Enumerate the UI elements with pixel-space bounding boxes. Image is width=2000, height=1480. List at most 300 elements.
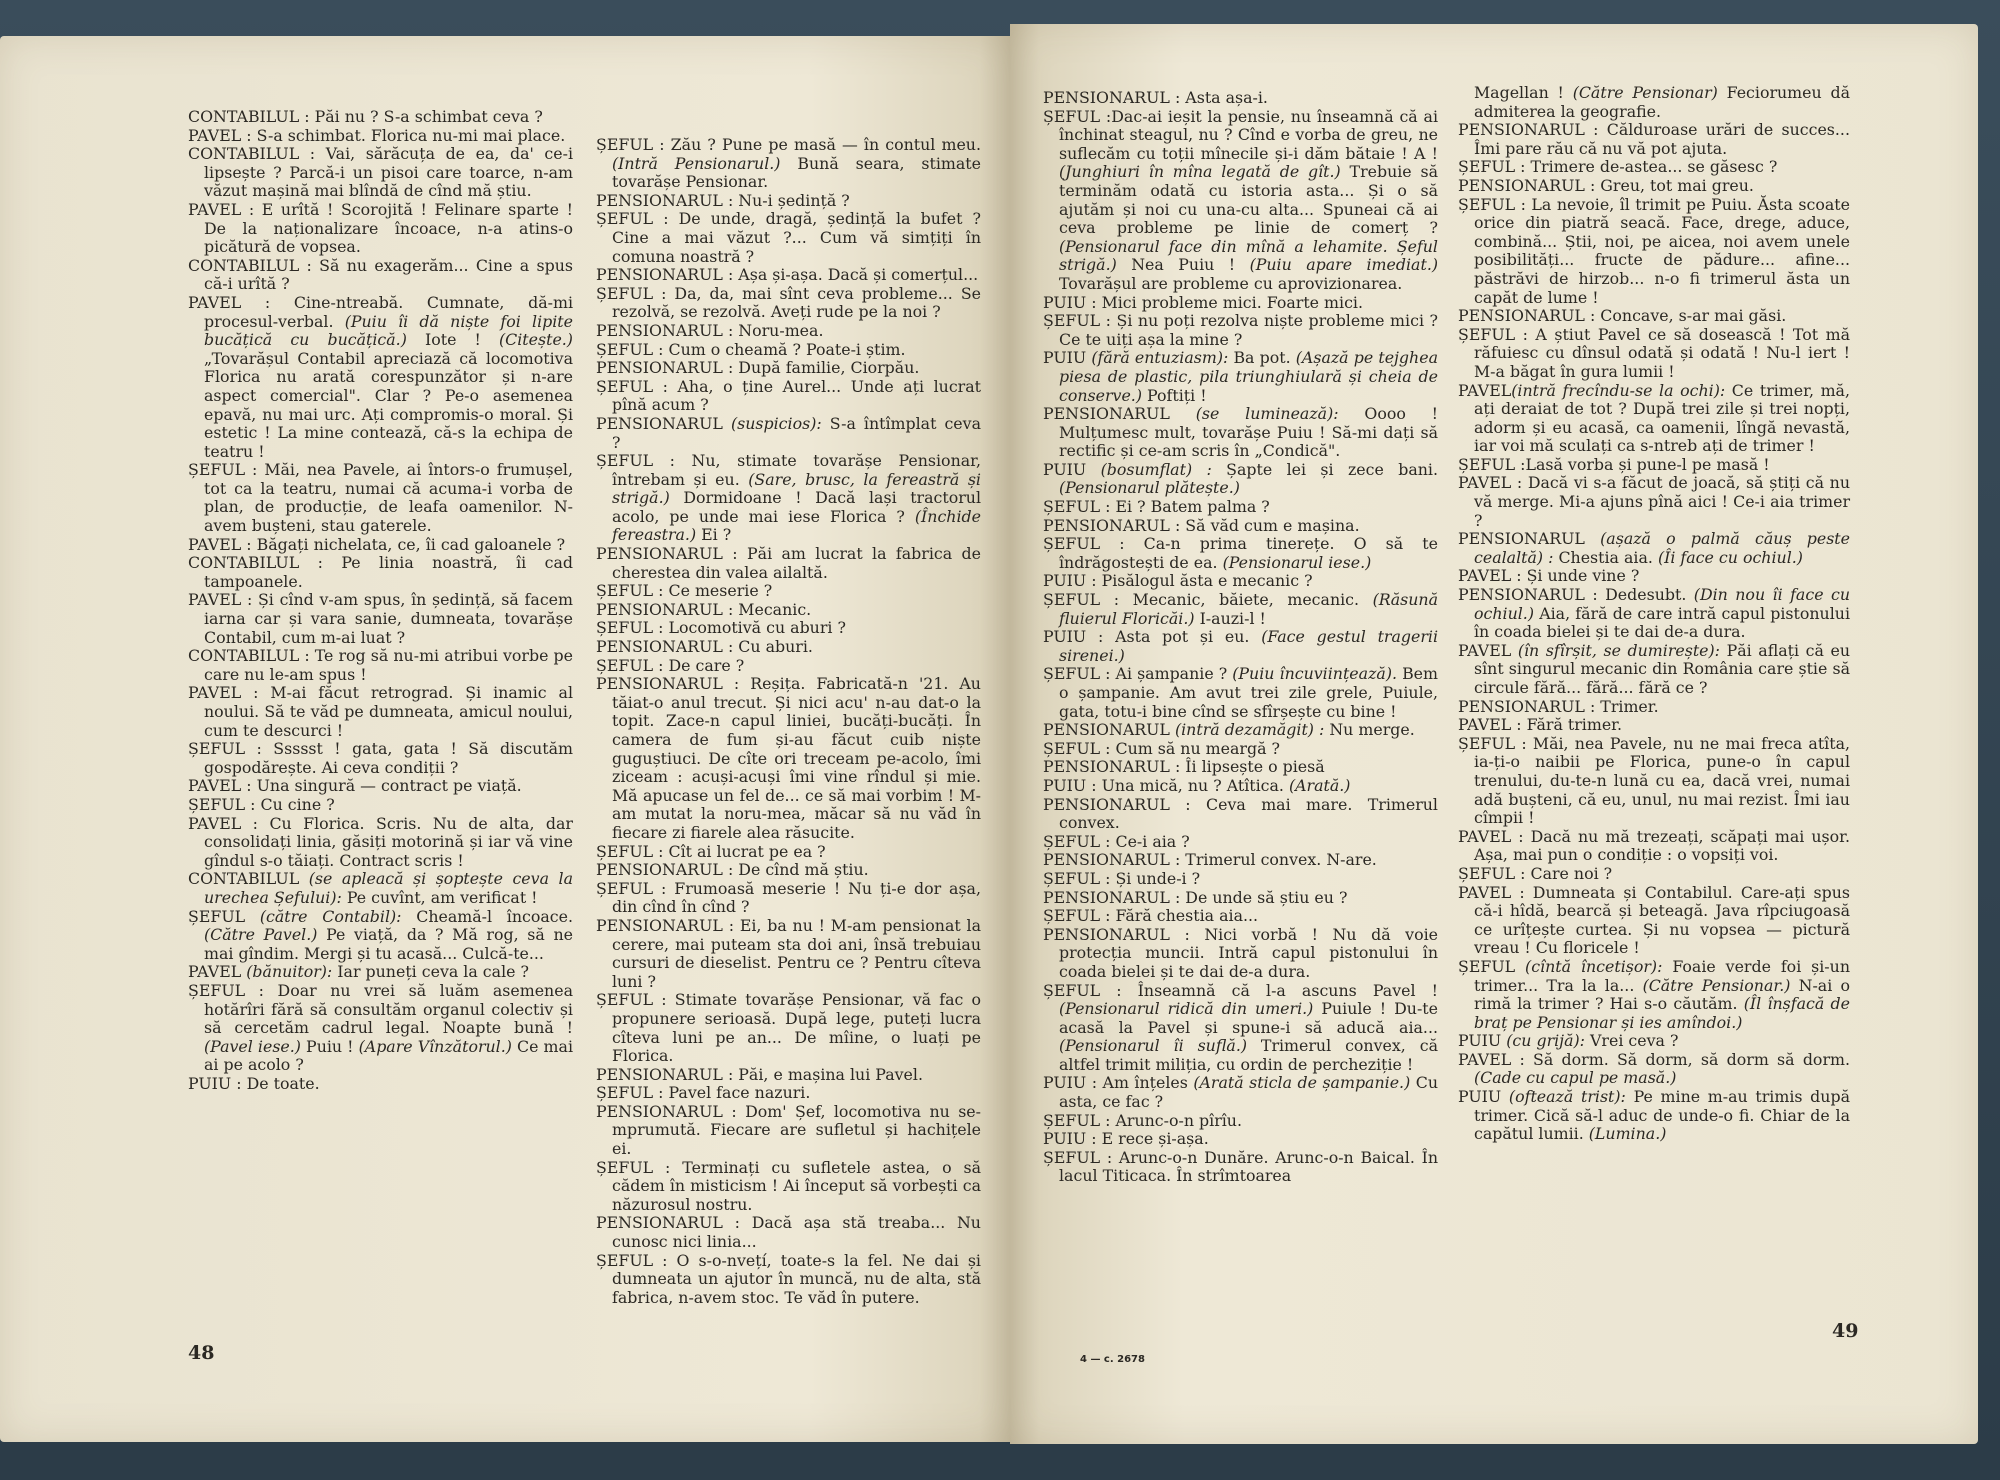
line-text: Cu cine ? bbox=[255, 794, 335, 814]
speaker-name: PAVEL : bbox=[1458, 826, 1524, 846]
dialogue-line bbox=[188, 796, 573, 815]
speaker-name: ȘEFUL : bbox=[188, 460, 258, 480]
speaker-name: CONTABILUL : bbox=[188, 646, 310, 666]
speaker-name: PENSIONARUL : bbox=[1043, 924, 1190, 944]
dialogue-line bbox=[1458, 586, 1850, 642]
line-text: Reșița. Fabricată-n '21. Au tăiat-o anul trecut. Și nici acu' n-au dat-o la topit. Zace-n capul liniei, bucăți-bucăți. În camera de fum și-au făcut cuib niște guguștiuci. De cîte ori treceam pe-acolo, îmi ziceam : acuși-acuși îmi vine rîndul și mie. Mă apucase un fel de... ce să mai vorbim ! M-am mutat la noru-mea, măcar să nu văd în fiecare zi fiarele alea răsucite. bbox=[612, 674, 981, 842]
speaker-name: PUIU bbox=[1043, 459, 1087, 479]
dialogue-line bbox=[188, 1075, 573, 1094]
dialogue-line bbox=[1458, 1032, 1850, 1051]
line-text: Trimerul convex, că altfel trimit miliția, cu ordin de percheziție ! bbox=[1059, 1036, 1438, 1074]
dialogue-line bbox=[188, 554, 573, 591]
speaker-name: PENSIONARUL : bbox=[596, 915, 735, 935]
dialogue-line bbox=[1043, 665, 1438, 721]
speaker-name: PENSIONARUL : bbox=[1043, 757, 1181, 777]
stage-direction: (bosumflat) : bbox=[1100, 459, 1212, 479]
line-text: M-ai făcut retrograd. Și inamic al noului. Să te văd pe dumneata, amicul noului, cum te descurci ! bbox=[204, 683, 574, 740]
dialogue-line bbox=[1043, 870, 1438, 889]
dialogue-line bbox=[188, 815, 573, 871]
dialogue-line bbox=[188, 908, 573, 964]
dialogue-line bbox=[1043, 108, 1438, 294]
speaker-name: ȘEFUL : bbox=[1458, 454, 1526, 474]
speaker-name: PAVEL bbox=[1458, 640, 1512, 660]
line-text: Cu Florica. Scris. Nu de alta, dar consolidați linia, găsiți motorină și iar vă vine gîndul s-o tăiați. Contract scris ! bbox=[204, 813, 573, 870]
line-text: Pisălogul ăsta e mecanic ? bbox=[1096, 571, 1313, 591]
stage-direction: (Îl înșfacă de braț pe Pensionar și ies amîndoi.) bbox=[1474, 994, 1850, 1032]
line-text: Păi nu ? S-a schimbat ceva ? bbox=[309, 107, 543, 126]
line-text: S-a schimbat. Florica nu-mi mai place. bbox=[251, 125, 566, 145]
speaker-name: ȘEFUL : bbox=[1043, 906, 1111, 926]
dialogue-line bbox=[1043, 1149, 1438, 1186]
speaker-name: PUIU : bbox=[1043, 1129, 1097, 1149]
line-text: Asta pot și eu. bbox=[1103, 627, 1262, 647]
line-text: Nu merge. bbox=[1324, 720, 1415, 740]
line-text bbox=[1585, 529, 1600, 548]
line-text: Dacă nu mă trezeați, scăpați mai ușor. Așa, mai pun o condiție : o vopsiți voi. bbox=[1474, 826, 1850, 865]
dialogue-line bbox=[596, 917, 981, 991]
speaker-name: PENSIONARUL : bbox=[1458, 585, 1598, 605]
dialogue-line bbox=[1043, 461, 1438, 498]
speaker-name: ȘEFUL : bbox=[596, 376, 668, 396]
speaker-name: ȘEFUL bbox=[1458, 956, 1516, 976]
speaker-name: PAVEL bbox=[1458, 380, 1512, 400]
stage-direction: (se luminează): bbox=[1195, 404, 1339, 424]
line-text: Ei, ba nu ! M-am pensionat la cerere, mai puteam sta doi ani, însă trebuiau cursuri de dieselist. Pentru ce ? Pentru cîteva luni ? bbox=[612, 915, 981, 991]
speaker-name: ȘEFUL : bbox=[1043, 664, 1111, 684]
line-text: Frumoasă meserie ! Nu ți-e dor așa, din cînd în cînd ? bbox=[612, 878, 981, 917]
line-text: Să dorm. Să dorm, să dorm să dorm. bbox=[1524, 1049, 1850, 1069]
line-text: Ce meserie ? bbox=[663, 581, 773, 601]
speaker-name: PAVEL : bbox=[188, 534, 252, 554]
speaker-name: ȘEFUL : bbox=[1043, 497, 1111, 517]
line-text: Dac-ai ieșit la pensie, nu înseamnă că ai închinat steagul, nu ? Cînd e vorba de greu, ne suflecăm cu toții mînecile și-i dăm bătaie ! A ! bbox=[1059, 106, 1438, 163]
speaker-name: PENSIONARUL : bbox=[1458, 696, 1596, 716]
line-text bbox=[1086, 460, 1100, 479]
line-text: Îi lipsește o piesă bbox=[1180, 757, 1325, 777]
stage-direction: (bănuitor): bbox=[246, 962, 333, 982]
speaker-name: PENSIONARUL : bbox=[1043, 887, 1181, 907]
line-text: Magellan ! bbox=[1474, 83, 1573, 102]
line-text: Dedesubt. bbox=[1597, 585, 1694, 605]
stage-direction: (Din nou îi face cu ochiul.) bbox=[1474, 585, 1850, 623]
speaker-name: ȘEFUL : bbox=[596, 451, 675, 471]
dialogue-line bbox=[1043, 907, 1438, 926]
dialogue-line bbox=[596, 582, 981, 601]
dialogue-line bbox=[1043, 796, 1438, 833]
stage-direction: (așază o palmă căuș peste cealaltă) : bbox=[1474, 529, 1850, 567]
dialogue-line bbox=[1043, 312, 1438, 349]
line-text: Dumneata și Contabilul. Care-ați spus că-i hîdă, bearcă și beteagă. Java rîpciugoasă ce urîțește curtea. Și nu vopsea — pictură vreau ! Cu floricele ! bbox=[1474, 882, 1850, 958]
line-text: Fără chestia aia... bbox=[1110, 906, 1259, 926]
line-text: Călduroase urări de succes... Îmi pare rău că nu vă pot ajuta. bbox=[1474, 120, 1850, 158]
dialogue-line bbox=[1043, 591, 1438, 628]
speaker-name: PENSIONARUL : bbox=[596, 599, 734, 619]
speaker-name: ȘEFUL : bbox=[1043, 1147, 1113, 1167]
speaker-name: PENSIONARUL : bbox=[596, 190, 734, 210]
dialogue-line bbox=[188, 684, 573, 740]
speaker-name: PUIU : bbox=[1043, 1073, 1098, 1093]
speaker-name: ȘEFUL : bbox=[1458, 863, 1526, 883]
stage-direction: (Pensionarul face din mînă a lehamite. Șeful strigă.) bbox=[1059, 236, 1438, 275]
line-text: O s-o-nvețí, toate-s la fel. Ne dai și dumneata un ajutor în muncă, nu de alta, stă fabrica, n-avem stoc. Te văd în putere. bbox=[612, 1250, 981, 1307]
line-text: Una mică, nu ? Atîtica. bbox=[1096, 775, 1289, 795]
speaker-name: PAVEL : bbox=[188, 590, 253, 610]
line-text: Lasă vorba și pune-l pe masă ! bbox=[1525, 454, 1770, 474]
speaker-name: PUIU : bbox=[188, 1073, 242, 1093]
line-text: Ce mai ai pe acolo ? bbox=[204, 1036, 573, 1075]
speaker-name: ȘEFUL : bbox=[596, 283, 667, 303]
speaker-name: ȘEFUL : bbox=[596, 618, 664, 638]
stage-direction: (Către Pensionar.) bbox=[1642, 975, 1791, 995]
line-text bbox=[245, 907, 260, 926]
dialogue-line bbox=[1458, 884, 1850, 958]
right-page-column-1 bbox=[1043, 89, 1438, 1186]
stage-direction: (Pensionarul ridică din umeri.) bbox=[1059, 999, 1314, 1019]
dialogue-line bbox=[1458, 1051, 1850, 1088]
speaker-name: ȘEFUL : bbox=[596, 209, 669, 229]
speaker-name: ȘEFUL : bbox=[1043, 831, 1111, 851]
stage-direction: (Îi face cu ochiul.) bbox=[1657, 547, 1803, 567]
speaker-name: ȘEFUL : bbox=[1043, 311, 1111, 331]
line-text: Pavel face nazuri. bbox=[663, 1083, 811, 1103]
speaker-name: ȘEFUL : bbox=[596, 1083, 664, 1103]
line-text: Și nu poți rezolva niște probleme mici ? Ce te uiți așa la mine ? bbox=[1059, 311, 1438, 349]
printer-signature: 4 — c. 2678 bbox=[1080, 1354, 1145, 1365]
stage-direction: (Intră Pensionarul.) bbox=[612, 153, 781, 173]
dialogue-line bbox=[596, 545, 981, 582]
dialogue-line bbox=[1043, 628, 1438, 665]
dialogue-line bbox=[1458, 177, 1850, 196]
line-text: Mecanic, băiete, mecanic. bbox=[1119, 590, 1373, 610]
dialogue-line bbox=[596, 285, 981, 322]
stage-direction: (Face gestul tragerii sirenei.) bbox=[1059, 627, 1439, 665]
line-text: Iote ! bbox=[406, 330, 499, 350]
speaker-name: PENSIONARUL bbox=[596, 413, 723, 433]
line-text: Fără trimer. bbox=[1521, 715, 1623, 735]
dialogue-line bbox=[188, 982, 573, 1075]
line-text: Șapte lei și zece bani. bbox=[1211, 459, 1438, 479]
dialogue-line bbox=[1043, 833, 1438, 852]
dialogue-line bbox=[1458, 326, 1850, 382]
dialogue-line bbox=[596, 843, 981, 862]
stage-direction: (Cade cu capul pe masă.) bbox=[1474, 1068, 1677, 1088]
line-text: Păi aflați că eu sînt singurul mecanic din România care știe să circule fără... fără... fără ce ? bbox=[1474, 640, 1851, 697]
line-text: De unde să știu eu ? bbox=[1180, 887, 1348, 907]
speaker-name: ȘEFUL : bbox=[596, 135, 665, 154]
line-text: Cu aburi. bbox=[733, 637, 813, 657]
dialogue-line bbox=[1043, 89, 1438, 108]
stage-direction: (Așază pe tejghea piesa de plastic, pila triunghiulară și cheia de conserve.) bbox=[1059, 348, 1438, 405]
line-text: Și unde-i ? bbox=[1110, 868, 1201, 888]
line-text bbox=[1170, 404, 1196, 423]
line-text bbox=[299, 869, 309, 888]
speaker-name: ȘEFUL : bbox=[188, 980, 264, 1000]
stage-direction: (Apare Vînzătorul.) bbox=[358, 1036, 512, 1056]
speaker-name: PENSIONARUL : bbox=[1043, 88, 1181, 107]
speaker-name: ȘEFUL : bbox=[596, 878, 667, 898]
line-text: Cum o cheamă ? Poate-i știm. bbox=[663, 339, 906, 359]
speaker-name: CONTABILUL : bbox=[188, 255, 312, 275]
left-page bbox=[0, 36, 1010, 1442]
speaker-name: CONTABILUL : bbox=[188, 553, 323, 573]
speaker-name: ȘEFUL : bbox=[1458, 194, 1526, 214]
left-page-column-2 bbox=[596, 136, 981, 1307]
speaker-name: PAVEL : bbox=[1458, 1049, 1525, 1069]
stage-direction: (Citește.) bbox=[498, 330, 573, 350]
speaker-name: ȘEFUL : bbox=[596, 1157, 671, 1177]
line-text: Zău ? Pune pe masă — în contul meu. bbox=[664, 135, 981, 154]
line-text: Dacă așa stă treaba... Nu cunosc nici linia... bbox=[612, 1213, 981, 1252]
line-text: Vai, sărăcuța de ea, da' ce-i lipsește ? Parcă-i un pisoi care toarce, n-am văzut mașină mai blîndă de cînd mă știu. bbox=[204, 144, 573, 201]
line-text: Dom' Șef, locomotiva nu se-mprumută. Fiecare are sufletul și hachițele ei. bbox=[612, 1101, 981, 1159]
dialogue-line bbox=[188, 257, 573, 294]
dialogue-line bbox=[1458, 828, 1850, 865]
dialogue-line bbox=[1043, 349, 1438, 405]
dialogue-line bbox=[596, 619, 981, 638]
right-page bbox=[1010, 24, 1978, 1444]
speaker-name: PENSIONARUL : bbox=[596, 674, 740, 694]
line-text: Doar nu vrei să luăm asemenea hotărîri fără să consultăm organul colectiv și să cercetăm cadrul legal. Noapte bună ! bbox=[204, 980, 573, 1038]
line-text: La nevoie, îl trimit pe Puiu. Ăsta scoate orice din piatră seacă. Face, drege, aduce, combină... Știi, noi, pe aicea, noi avem unele posibilități... fructe de pădure... afine... păstrăvi de hirzob... n-o fi trimerul ăsta un capăt de lume ! bbox=[1474, 194, 1850, 307]
stage-direction: (fără entuziasm): bbox=[1091, 348, 1229, 368]
line-text: Trimer. bbox=[1595, 696, 1659, 716]
line-text: Cine-ntreabă. Cumnate, dă-mi procesul-verbal. bbox=[204, 292, 573, 331]
line-text: E rece și-așa. bbox=[1096, 1129, 1209, 1149]
stage-direction: (intră dezamăgit) : bbox=[1174, 720, 1325, 740]
line-text: Cît ai lucrat pe ea ? bbox=[663, 841, 826, 861]
dialogue-line bbox=[1043, 889, 1438, 908]
dialogue-line bbox=[1458, 958, 1850, 1032]
line-text: Te rog să nu-mi atribui vorbe pe care nu le-am spus ! bbox=[204, 646, 573, 684]
line-text: Ca-n prima tinerețe. O să te îndrăgostești de ea. bbox=[1059, 534, 1438, 572]
speaker-name: PUIU bbox=[1458, 1087, 1502, 1107]
line-text: Ce trimer, mă, ați deraiat de tot ? După trei zile și trei nopți, adorm și eu acasă, ca oamenii, lîngă nevastă, iar voi mă sculați ca s-ntreb ați de trimer ! bbox=[1474, 380, 1850, 456]
line-text: Am înțeles bbox=[1097, 1073, 1194, 1093]
speaker-name: PENSIONARUL : bbox=[1458, 120, 1599, 140]
stage-direction: (Pensionarul îi suflă.) bbox=[1059, 1036, 1247, 1056]
stage-direction: (Către Pensionar) bbox=[1572, 83, 1718, 102]
speaker-name: ȘEFUL : bbox=[1043, 534, 1125, 554]
line-text: N-ai o rimă la trimer ? Hai s-o căutăm. bbox=[1474, 975, 1850, 1014]
line-text: Nu-i ședință ? bbox=[733, 190, 850, 210]
line-text: Oooo ! Mulțumesc mult, tovarășe Puiu ! Să-mi dați să rectific și ce-am scris în „Condică". bbox=[1059, 404, 1438, 461]
line-text: Așa și-așa. Dacă și comerțul... bbox=[733, 265, 979, 285]
dialogue-line bbox=[1043, 777, 1438, 796]
dialogue-line bbox=[1458, 84, 1850, 121]
speaker-name: ȘEFUL : bbox=[1043, 980, 1122, 1000]
dialogue-line bbox=[188, 127, 573, 146]
speaker-name: ȘEFUL : bbox=[1043, 106, 1112, 126]
dialogue-line bbox=[1043, 926, 1438, 982]
dialogue-line bbox=[596, 675, 981, 842]
dialogue-line bbox=[188, 591, 573, 647]
speaker-name: CONTABILUL : bbox=[188, 144, 316, 164]
speaker-name: PENSIONARUL : bbox=[596, 358, 734, 378]
dialogue-line bbox=[1458, 1088, 1850, 1144]
dialogue-line bbox=[596, 415, 981, 452]
line-text: Asta așa-i. bbox=[1180, 88, 1268, 107]
line-text: Și cînd v-am spus, în ședință, să facem iarna car și vara sanie, dumneata, tovarășe Contabil, cum m-ai luat ? bbox=[204, 590, 573, 647]
dialogue-line bbox=[596, 210, 981, 266]
speaker-name: PENSIONARUL : bbox=[596, 320, 734, 340]
speaker-name: ȘEFUL bbox=[188, 906, 246, 926]
line-text: „Tovarășul Contabil apreciază că locomotiva Florica nu arată corespunzător și n-are aspect comercial". Clar ? Pe-o asemenea epavă, nu mai urc. Ați compromis-o moral. Și estetic ! La mine contează, că-s la echipa de teatru ! bbox=[204, 348, 573, 461]
speaker-name: ȘEFUL : bbox=[596, 990, 667, 1010]
line-text: Păi, e mașina lui Pavel. bbox=[733, 1064, 923, 1084]
speaker-name: PUIU : bbox=[1043, 775, 1097, 795]
dialogue-line bbox=[1043, 851, 1438, 870]
stage-direction: (către Contabil): bbox=[259, 906, 402, 926]
line-text: Da, da, mai sînt ceva probleme... Se rezolvă, se rezolvă. Aveți rude pe la noi ? bbox=[612, 283, 981, 322]
speaker-name: ȘEFUL : bbox=[596, 581, 664, 601]
stage-direction: (Junghiuri în mîna legată de gît.) bbox=[1059, 162, 1341, 182]
speaker-name: PENSIONARUL : bbox=[1043, 794, 1191, 814]
line-text: Feciorumeu dă admiterea la geografie. bbox=[1474, 83, 1850, 121]
line-text bbox=[1511, 641, 1518, 660]
line-text: Cu asta, ce fac ? bbox=[1059, 1073, 1438, 1112]
stage-direction: (Arată.) bbox=[1288, 775, 1351, 795]
speaker-name: PENSIONARUL bbox=[1043, 404, 1170, 424]
speaker-name: ȘEFUL : bbox=[1043, 590, 1120, 610]
line-text: Să văd cum e mașina. bbox=[1180, 515, 1360, 535]
dialogue-line bbox=[1458, 567, 1850, 586]
dialogue-line bbox=[188, 201, 573, 257]
stage-direction: (Puiu apare imediat.) bbox=[1249, 255, 1438, 275]
speaker-name: PUIU bbox=[1458, 1031, 1502, 1051]
dialogue-line bbox=[188, 294, 573, 461]
dialogue-line bbox=[596, 341, 981, 360]
stage-direction: (intră frecîndu-se la ochi): bbox=[1511, 380, 1726, 400]
stage-direction: (oftează trist): bbox=[1508, 1087, 1626, 1107]
line-text: Pe mine m-au trimis după trimer. Cică să-l aduc de unde-o fi. Chiar de la capătul lumii. bbox=[1474, 1087, 1850, 1144]
speaker-name: PENSIONARUL : bbox=[596, 1064, 734, 1084]
line-text: Nea Puiu ! bbox=[1116, 255, 1250, 275]
speaker-name: PAVEL : bbox=[188, 776, 252, 796]
speaker-name: PAVEL : bbox=[188, 199, 255, 219]
stage-direction: (Puiu încuviințează). bbox=[1232, 664, 1398, 684]
speaker-name: PAVEL bbox=[188, 962, 242, 982]
speaker-name: PAVEL : bbox=[1458, 882, 1525, 902]
line-text: Cheamă-l încoace. bbox=[401, 906, 574, 926]
dialogue-line bbox=[1043, 535, 1438, 572]
speaker-name: ȘEFUL : bbox=[1043, 738, 1111, 758]
line-text: Și unde vine ? bbox=[1521, 566, 1640, 586]
line-text: Aia, fără de care intră capul pistonului în coada bielei și te dai de-a dura. bbox=[1474, 603, 1850, 642]
dialogue-line bbox=[1043, 982, 1438, 1075]
dialogue-line bbox=[1458, 307, 1850, 326]
dialogue-line bbox=[1043, 294, 1438, 313]
line-text: Pe cuvînt, am verificat ! bbox=[341, 887, 538, 907]
dialogue-line bbox=[188, 963, 573, 982]
dialogue-line bbox=[1458, 196, 1850, 308]
line-text: Ai șampanie ? bbox=[1110, 664, 1233, 684]
dialogue-line bbox=[1458, 698, 1850, 717]
line-text: Nici vorbă ! Nu dă voie protecția muncii. Intră capul pistonului în coada bielei și te dai de-a dura. bbox=[1059, 924, 1438, 981]
dialogue-line bbox=[188, 870, 573, 907]
speaker-name: ȘEFUL : bbox=[188, 739, 262, 759]
speaker-name: PENSIONARUL : bbox=[596, 1101, 737, 1121]
line-text: I-auzi-l ! bbox=[1194, 608, 1266, 628]
line-text: Ce-i aia ? bbox=[1110, 831, 1190, 851]
speaker-name: CONTABILUL bbox=[188, 869, 300, 889]
dialogue-line bbox=[1458, 865, 1850, 884]
dialogue-line bbox=[1458, 716, 1850, 735]
speaker-name: PAVEL : bbox=[1458, 715, 1522, 735]
line-text: Dormidoane ! Dacă lași tractorul acolo, pe unde mai iese Florica ? bbox=[612, 488, 981, 526]
stage-direction: (Sare, brusc, la fereastră și strigă.) bbox=[612, 469, 981, 508]
stage-direction: (Pensionarul plătește.) bbox=[1059, 478, 1240, 498]
speaker-name: PENSIONARUL : bbox=[596, 637, 734, 657]
stage-direction: (Răsună fluierul Floricăi.) bbox=[1059, 590, 1438, 628]
line-text: Locomotivă cu aburi ? bbox=[663, 618, 846, 638]
stage-direction: (Puiu îi dă niște foi lipite bucățică cu bucățică.) bbox=[204, 311, 573, 350]
dialogue-line bbox=[596, 192, 981, 211]
dialogue-line bbox=[596, 266, 981, 285]
left-page-column-1 bbox=[188, 108, 573, 1093]
speaker-name: ȘEFUL : bbox=[596, 1250, 668, 1270]
speaker-name: PENSIONARUL : bbox=[1458, 175, 1596, 195]
stage-direction: (Către Pavel.) bbox=[204, 925, 318, 945]
speaker-name: PAVEL : bbox=[188, 813, 258, 833]
dialogue-line bbox=[1043, 1130, 1438, 1149]
dialogue-line bbox=[188, 108, 573, 127]
speaker-name: PUIU : bbox=[1043, 571, 1097, 591]
line-text: Dacă vi s-a făcut de joacă, să știți că nu vă merge. Mi-a ajuns pînă aici ! Ce-i aia trimer ? bbox=[1474, 473, 1851, 530]
line-text: De care ? bbox=[663, 655, 745, 675]
line-text: Măi, nea Pavele, nu ne mai freca atîta, ia-ți-o naibii pe Florica, pune-o în capul trenului, du-te-n lună cu ea, dacă vrei, numai adă bușteni, că eu, unul, nu mai rezist. Îmi iau cîmpii ! bbox=[1474, 733, 1851, 828]
dialogue-line bbox=[1458, 530, 1850, 567]
speaker-name: PENSIONARUL : bbox=[596, 1213, 740, 1233]
dialogue-line bbox=[1043, 721, 1438, 740]
stage-direction: (Pensionarul iese.) bbox=[1222, 552, 1372, 572]
speaker-name: ȘEFUL : bbox=[1043, 1110, 1111, 1130]
speaker-name: ȘEFUL : bbox=[1458, 157, 1526, 177]
dialogue-line bbox=[188, 145, 573, 201]
speaker-name: ȘEFUL : bbox=[1458, 733, 1527, 753]
line-text: Stimate tovarășe Pensionar, vă fac o propunere serioasă. După lege, puteți lucra cîteva luni pe an... De mîine, o luați pe Florica. bbox=[612, 990, 982, 1066]
line-text: Arunc-o-n Dunăre. Arunc-o-n Baical. În lacul Titicaca. În strîmtoarea bbox=[1059, 1147, 1438, 1186]
dialogue-line bbox=[1043, 498, 1438, 517]
page-number-right: 49 bbox=[1832, 1320, 1859, 1342]
speaker-name: PAVEL : bbox=[188, 683, 259, 703]
dialogue-line bbox=[1458, 382, 1850, 456]
stage-direction: (cu grijă): bbox=[1506, 1031, 1585, 1051]
line-text: Greu, tot mai greu. bbox=[1595, 175, 1754, 195]
line-text: De unde, dragă, ședință la bufet ? Cine a mai văzut ?... Cum vă simțiți în comuna noastră ? bbox=[612, 209, 981, 266]
line-text: Tovarășul are probleme cu aprovizionarea. bbox=[1059, 273, 1403, 293]
stage-direction: (Pavel iese.) bbox=[204, 1036, 301, 1056]
line-text: Băgați nichelata, ce, îi cad galoanele ? bbox=[251, 534, 566, 554]
dialogue-line bbox=[1043, 517, 1438, 536]
line-text: De toate. bbox=[241, 1073, 320, 1093]
speaker-name: ȘEFUL : bbox=[596, 655, 664, 675]
dialogue-line bbox=[1458, 456, 1850, 475]
dialogue-line bbox=[1458, 158, 1850, 177]
page-number-left: 48 bbox=[188, 1342, 215, 1364]
speaker-name: PENSIONARUL : bbox=[1458, 306, 1596, 326]
dialogue-line bbox=[1043, 740, 1438, 759]
line-text: Ssssst ! gata, gata ! Să discutăm gospodărește. Ai ceva condiții ? bbox=[204, 739, 573, 777]
line-text: Concave, s-ar mai găsi. bbox=[1595, 306, 1787, 326]
dialogue-line bbox=[1458, 735, 1850, 828]
line-text bbox=[1501, 1087, 1509, 1106]
speaker-name: PAVEL : bbox=[188, 292, 271, 312]
dialogue-line bbox=[188, 647, 573, 684]
line-text: Puiu ! bbox=[300, 1036, 359, 1056]
dialogue-line bbox=[596, 136, 981, 192]
dialogue-line bbox=[596, 1103, 981, 1159]
line-text: Ei ? bbox=[696, 525, 732, 545]
